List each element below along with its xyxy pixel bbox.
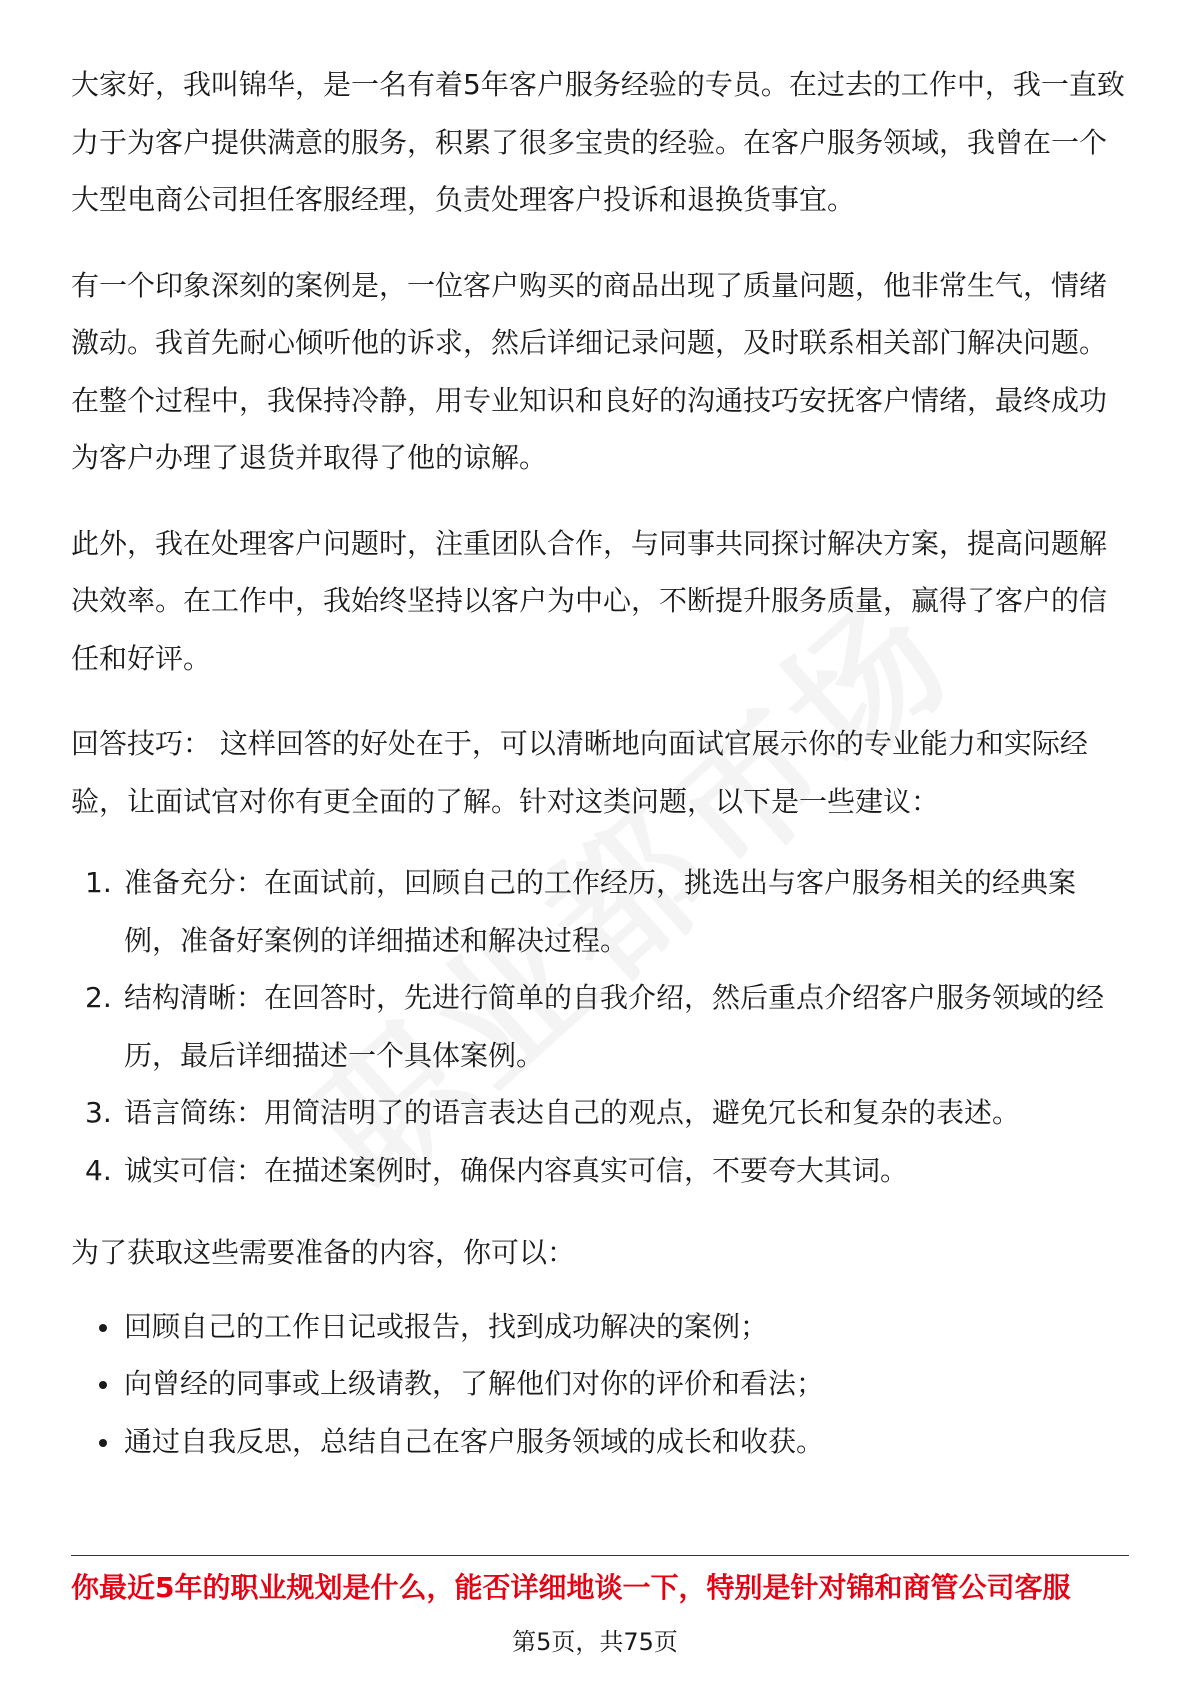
main-content <box>71 56 1129 1470</box>
list-item-text: 向曾经的同事或上级请教，了解他们对你的评价和看法； <box>124 1367 825 1400</box>
suggestion-text: 准备充分：在面试前，回顾自己的工作经历，挑选出与客户服务相关的经典案例，准备好案例的详细描述和解决过程。 <box>124 866 1077 957</box>
answer-paragraph-2: 有一个印象深刻的案例是，一位客户购买的商品出现了质量问题，他非常生气，情绪激动。我首先耐心倾听他的诉求，然后详细记录问题，及时联系相关部门解决问题。在整个过程中，我保持冷静，用专业知识和良好的沟通技巧安抚客户情绪，最终成功为客户办理了退货并取得了他的谅解。 <box>71 268 1108 474</box>
section-divider <box>71 1555 1129 1556</box>
next-question-heading: 你最近5年的职业规划是什么，能否详细地谈一下，特别是针对锦和商管公司客服 <box>71 1571 1071 1604</box>
list-number: 3. <box>85 1096 112 1129</box>
bullet-icon <box>99 1439 107 1447</box>
answer-tips: 回答技巧： 这样回答的好处在于，可以清晰地向面试官展示你的专业能力和实际经验，让面试官对你有更全面的了解。针对这类问题，以下是一些建议： <box>71 727 1088 818</box>
list-item <box>71 1413 1129 1471</box>
list-number: 4. <box>85 1153 112 1187</box>
page-number: 第5页，共75页 <box>512 1628 678 1656</box>
suggestion-item <box>71 1084 1129 1142</box>
list-item-text: 通过自我反思，总结自己在客户服务领域的成长和收获。 <box>124 1424 825 1458</box>
suggestion-list <box>71 854 1129 1199</box>
list-item <box>71 1298 1129 1356</box>
list-item-text: 回顾自己的工作日记或报告，找到成功解决的案例； <box>124 1309 769 1343</box>
suggestion-item <box>71 1142 1129 1200</box>
preparation-intro: 为了获取这些需要准备的内容，你可以： <box>71 1236 576 1269</box>
answer-paragraph-3: 此外，我在处理客户问题时，注重团队合作，与同事共同探讨解决方案，提高问题解决效率。在工作中，我始终坚持以客户为中心，不断提升服务质量，赢得了客户的信任和好评。 <box>71 526 1108 675</box>
list-number: 1. <box>85 866 112 899</box>
bullet-icon <box>99 1381 107 1389</box>
bullet-icon <box>99 1324 107 1332</box>
suggestion-text: 语言简练：用简洁明了的语言表达自己的观点，避免冗长和复杂的表述。 <box>124 1096 1021 1129</box>
suggestion-item <box>71 969 1129 1084</box>
preparation-list <box>71 1298 1129 1471</box>
suggestion-item <box>71 854 1129 969</box>
list-number: 2. <box>85 981 112 1014</box>
list-item <box>71 1355 1129 1413</box>
suggestion-text: 结构清晰：在回答时，先进行简单的自我介绍，然后重点介绍客户服务领域的经历，最后详细描述一个具体案例。 <box>124 981 1105 1072</box>
suggestion-text: 诚实可信：在描述案例时，确保内容真实可信，不要夸大其词。 <box>124 1153 909 1187</box>
answer-paragraph-1: 大家好，我叫锦华，是一名有着5年客户服务经验的专员。在过去的工作中，我一直致力于为客户提供满意的服务，积累了很多宝贵的经验。在客户服务领域，我曾在一个大型电商公司担任客服经理，负责处理客户投诉和退换货事宜。 <box>71 68 1125 216</box>
